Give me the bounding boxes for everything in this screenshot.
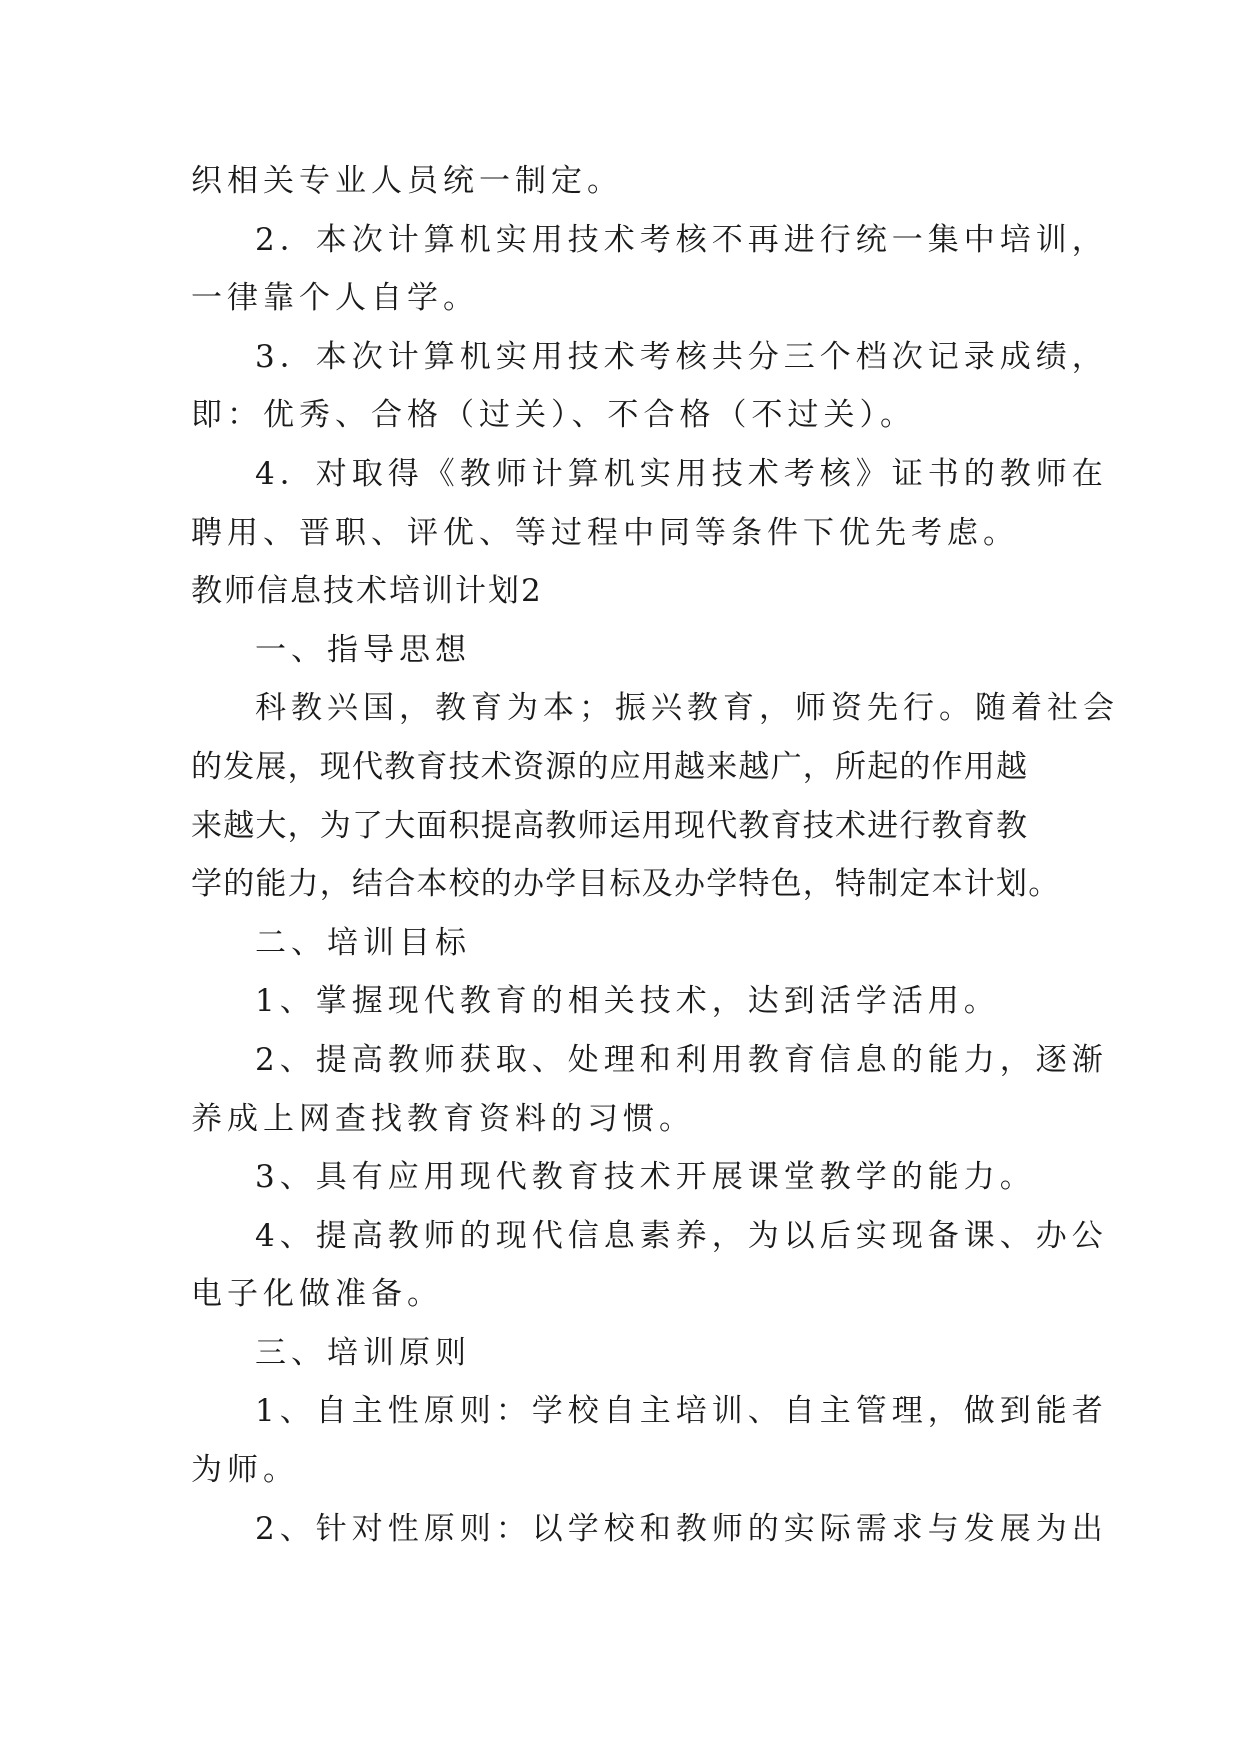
heading-training-goals: 二、培训目标 — [255, 924, 471, 961]
section-title: 教师信息技术培训计划2 — [191, 573, 543, 610]
text-line-5: 即：优秀、合格（过关）、不合格（不过关）。 — [191, 397, 916, 434]
text-line-13: 学的能力，结合本校的办学目标及办学特色，特制定本计划。 — [191, 866, 1061, 903]
text-line-24: 2、针对性原则：以学校和教师的实际需求与发展为出 — [255, 1510, 1108, 1547]
text-line-7: 聘用、晋职、评优、等过程中同等条件下优先考虑。 — [191, 514, 1019, 551]
text-line-1: 织相关专业人员统一制定。 — [191, 163, 623, 199]
text-line-23: 为师。 — [191, 1452, 299, 1489]
heading-training-principles: 三、培训原则 — [255, 1334, 471, 1371]
text-line-16: 2、提高教师获取、处理和利用教育信息的能力，逐渐 — [255, 1041, 1108, 1078]
heading-guiding-ideology: 一、指导思想 — [255, 631, 471, 668]
text-line-2: 2．本次计算机实用技术考核不再进行统一集中培训， — [255, 221, 1108, 258]
document-page — [191, 152, 1119, 1558]
text-line-11: 的发展，现代教育技术资源的应用越来越广，所起的作用越 — [191, 748, 1029, 785]
text-line-17: 养成上网查找教育资料的习惯。 — [191, 1100, 695, 1137]
text-line-22: 1、自主性原则：学校自主培训、自主管理，做到能者 — [255, 1393, 1108, 1430]
text-line-18: 3、具有应用现代教育技术开展课堂教学的能力。 — [255, 1159, 1036, 1196]
text-line-10: 科教兴国，教育为本；振兴教育，师资先行。随着社会 — [255, 690, 1119, 727]
text-line-15: 1、掌握现代教育的相关技术，达到活学活用。 — [255, 983, 1000, 1020]
text-line-19: 4、提高教师的现代信息素养，为以后实现备课、办公 — [255, 1217, 1108, 1254]
text-line-20: 电子化做准备。 — [191, 1276, 443, 1313]
text-line-3: 一律靠个人自学。 — [191, 280, 479, 317]
text-line-12: 来越大，为了大面积提高教师运用现代教育技术进行教育教 — [191, 807, 1029, 844]
text-line-6: 4．对取得《教师计算机实用技术考核》证书的教师在 — [255, 455, 1108, 492]
text-line-4: 3．本次计算机实用技术考核共分三个档次记录成绩， — [255, 338, 1108, 375]
